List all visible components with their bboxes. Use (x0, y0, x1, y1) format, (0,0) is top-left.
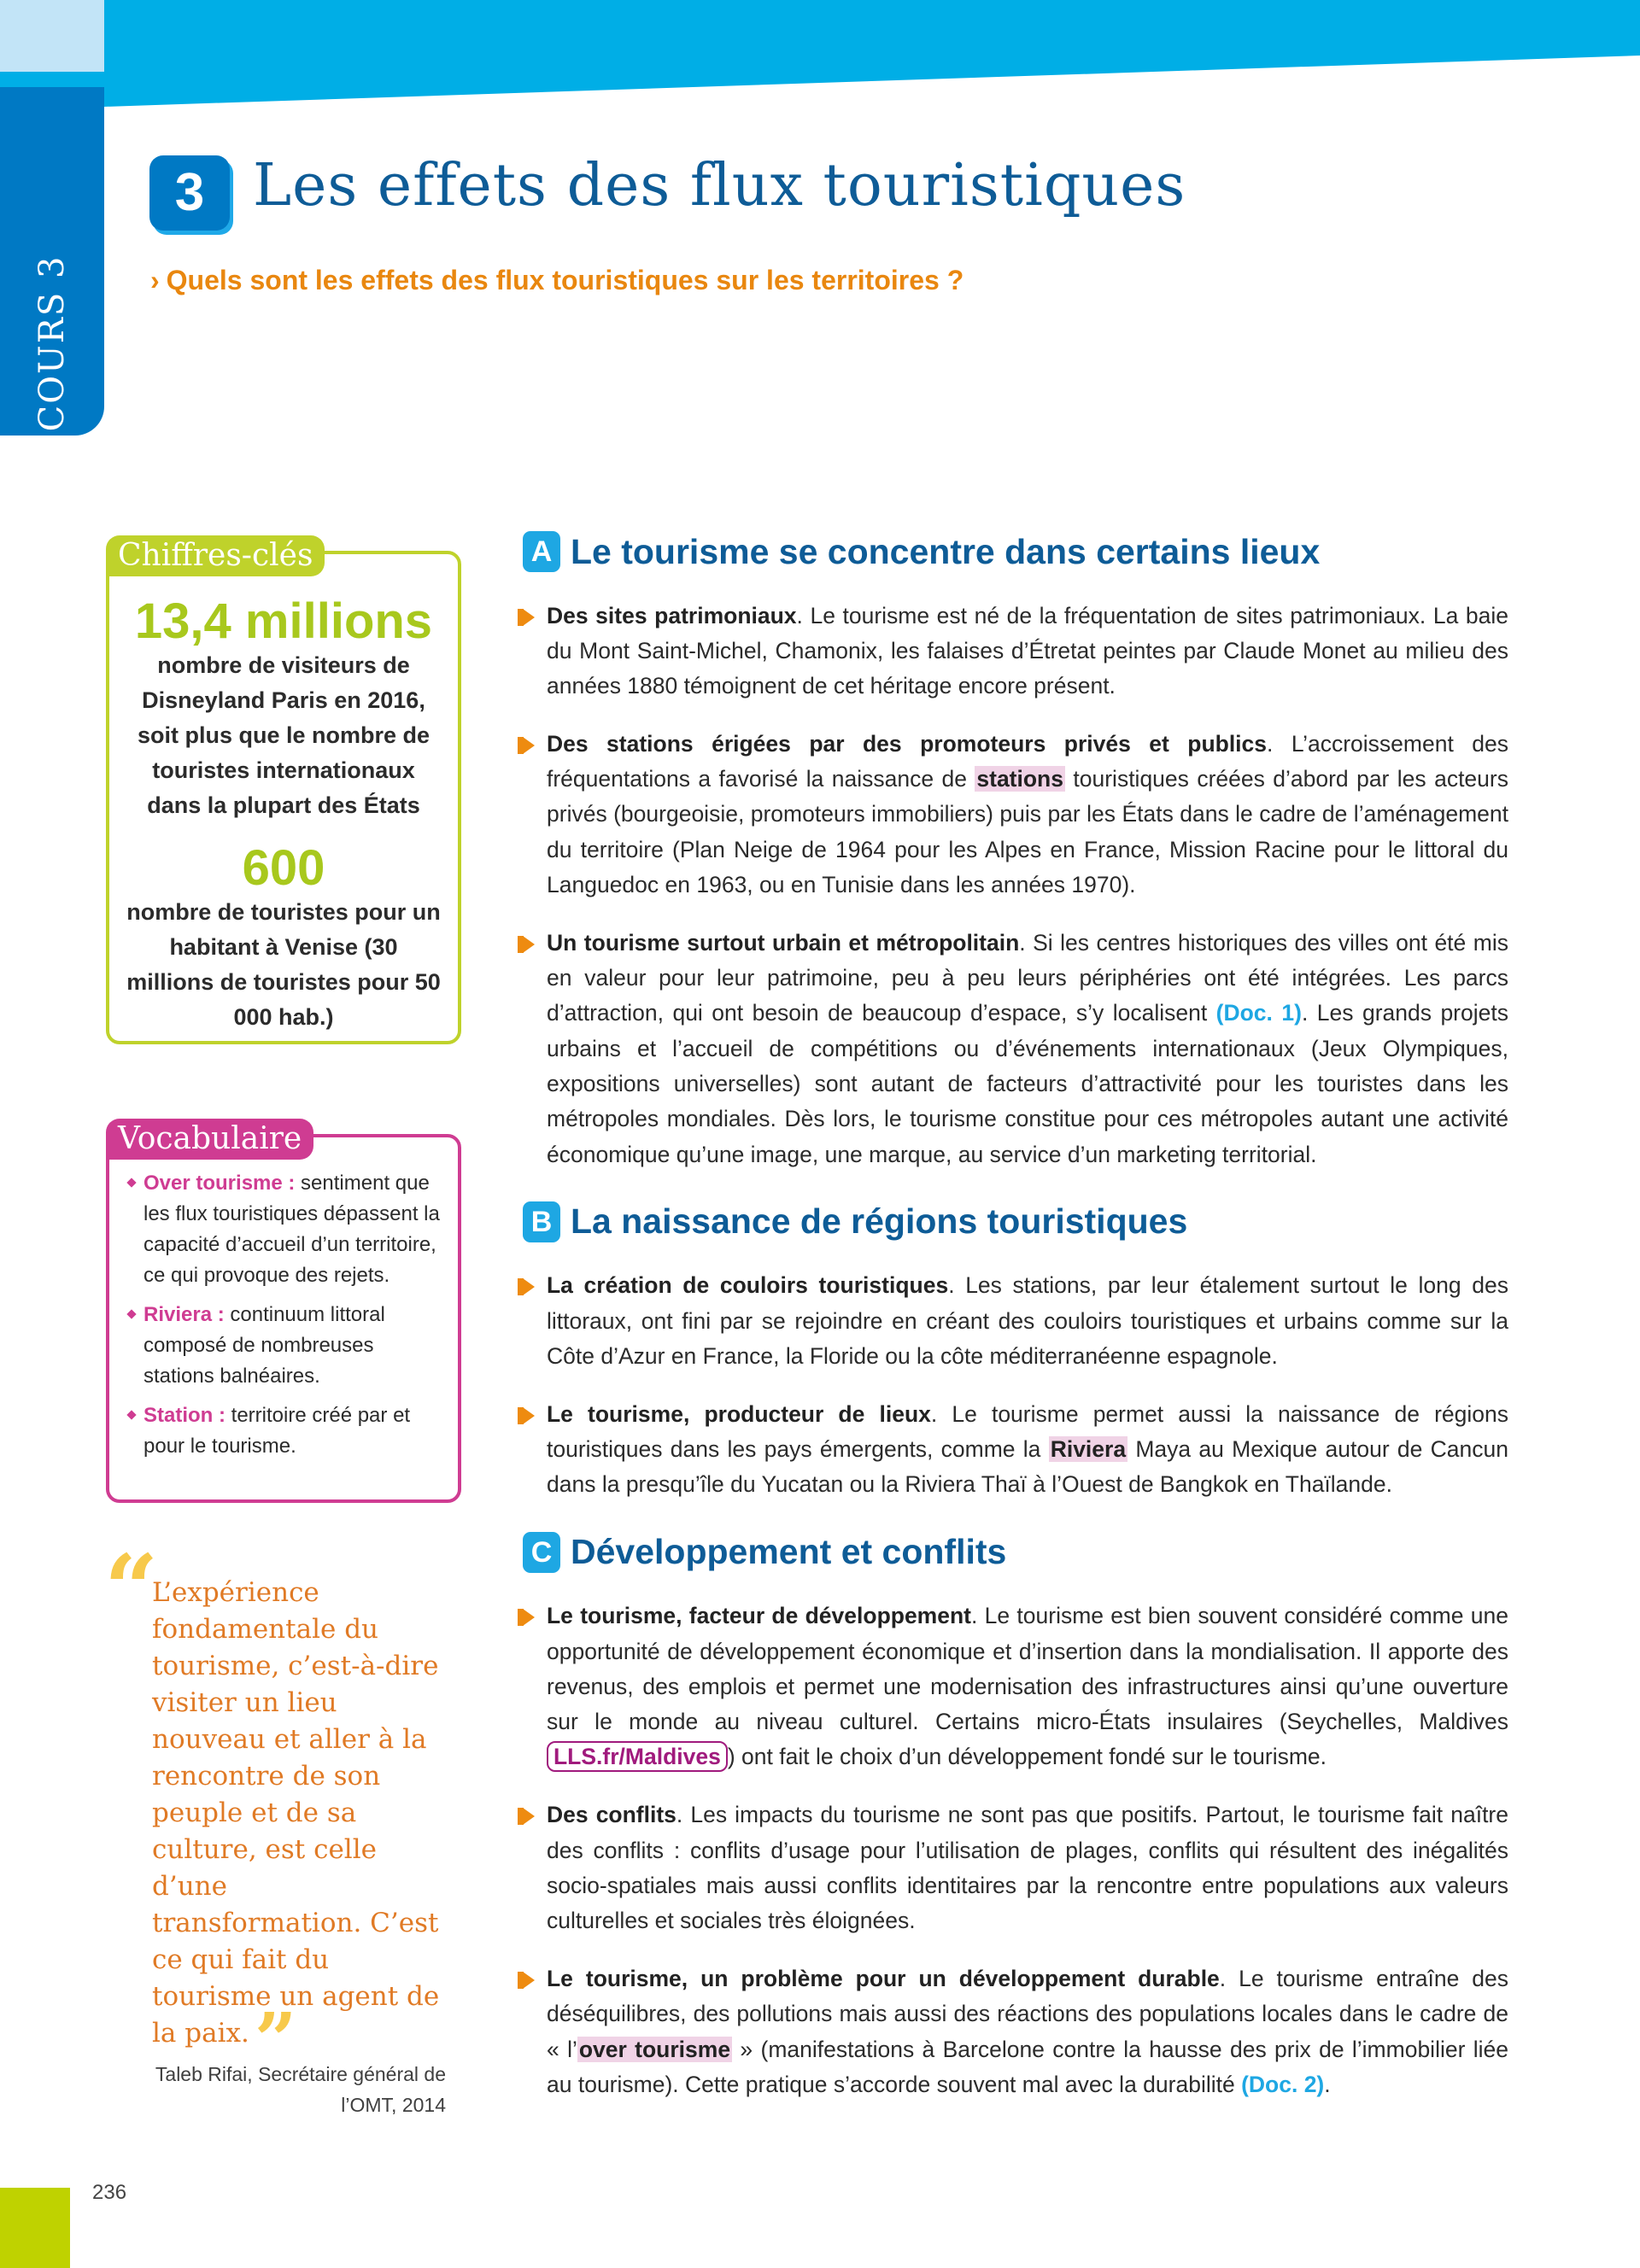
paragraph-text: » (manifestations à Barcelone contre la hausse des prix de l’immobilier liée au tourisme). Cette pratique s’accorde souvent mal avec la durabilité (547, 2036, 1508, 2097)
paragraph (523, 1797, 1508, 1938)
paragraph (523, 599, 1508, 704)
section-b (523, 1198, 1508, 1503)
section-title: Développement et conflits (571, 1532, 1007, 1572)
vocabulary-term: Over tourisme : (144, 1172, 296, 1195)
quote-text: L’expérience fondamentale du tourisme, c’est-à-dire visiter un lieu nouveau et aller à la rencontre de son peuple et de sa culture, est celle d’une transformation. C’est ce qui fait du tourisme un agent de la paix. (152, 1577, 440, 2049)
bullet-arrow-icon (523, 936, 535, 953)
vocabulary-highlight[interactable]: stations (976, 766, 1063, 792)
paragraph-text: . Le tourisme permet aussi la naissance de régions touristiques dans les pays émergents, comme la (547, 1400, 1508, 1463)
close-quote-icon: ” (254, 1997, 297, 2084)
paragraph-lead: Le tourisme, un problème pour un développement durable (547, 1965, 1220, 1991)
key-figures-box (106, 538, 461, 1044)
page-number: 236 (92, 2181, 127, 2204)
key-figure-value: 13,4 millions (134, 593, 433, 649)
key-figure (109, 842, 458, 1035)
open-quote-icon: “ (104, 1534, 159, 1644)
bullet-arrow-icon (523, 1407, 535, 1424)
vocabulary-term: Riviera : (144, 1303, 225, 1326)
paragraph-text: . Les stations, par leur étalement surtout le long des littoraux, ont fini par se rejoindre en créant des couloirs touristiques et urbains comme sur la Côte d’Azur en France, la Floride ou la côte méditerranéenne espagnole. (547, 1272, 1509, 1370)
external-link-maldives[interactable]: LLS.fr/Maldives (547, 1741, 728, 1772)
chevron-right-icon: › (150, 265, 160, 295)
paragraph-text: . Les impacts du tourisme ne sont pas que positifs. Partout, le tourisme fait naître des conflits : conflits d’usage pour l’utilisation de plages, conflits qui résultent des inégalités socio-spatiales mais aussi conflits identitaires par la rencontre entre populations aux valeurs culturelles et sociales très éloignées. (547, 1802, 1508, 1934)
bullet-arrow-icon (523, 609, 535, 626)
key-figure-description: nombre de touristes pour un habitant à Venise (30 millions de touristes pour 50 000 hab.) (126, 899, 441, 1030)
section-heading (523, 1198, 1508, 1246)
header-band (104, 0, 1640, 107)
bullet-arrow-icon (523, 1808, 535, 1825)
vocabulary-item (144, 1168, 441, 1291)
vocabulary-definition: sentiment que les flux touristiques dépassent la capacité d’accueil d’un territoire, ce qui provoque des rejets. (144, 1172, 440, 1287)
paragraph-text: touristiques créées d’abord par les acteurs privés (bourgeoisie, promoteurs immobiliers) puis par les États dans le cadre de l’aménagement du territoire (Plan Neige de 1964 pour les Alpes en France, Mission Racine pour le littoral du Languedoc en 1963, ou en Tunisie dans les années 1970). (547, 766, 1508, 898)
section-title: Le tourisme se concentre dans certains lieux (571, 531, 1321, 571)
paragraph-text: . L’accroissement des fréquentations a favorisé la naissance de (547, 730, 1508, 792)
paragraph (523, 1599, 1508, 1774)
vocabulary-definition: continuum littoral composé de nombreuses stations balnéaires. (144, 1303, 385, 1388)
paragraph-lead: Des sites patrimoniaux (547, 602, 797, 628)
bullet-arrow-icon (523, 1278, 535, 1295)
paragraph-text: . (1324, 2071, 1331, 2097)
section-letter-badge: A (523, 531, 560, 572)
footer-color-bar (0, 2188, 70, 2268)
vocabulary-item (144, 1400, 441, 1462)
vocabulary-term: Station : (144, 1404, 226, 1427)
section-c (523, 1529, 1508, 2102)
quote-body (152, 1575, 442, 2084)
section-title: La naissance de régions touristiques (571, 1201, 1188, 1242)
question-text: Quels sont les effets des flux touristiques sur les territoires ? (166, 265, 964, 295)
paragraph (523, 926, 1508, 1172)
doc-reference-link[interactable]: (Doc. 2) (1241, 2071, 1325, 2097)
paragraph-lead: Le tourisme, producteur de lieux (547, 1400, 931, 1427)
chapter-number-badge: 3 (149, 155, 230, 231)
header-corner-light (0, 0, 104, 72)
paragraph-text: . Le tourisme entraîne des déséquilibres, des pollutions mais aussi des réactions des populations locales dans le cadre de « l’ (547, 1965, 1508, 2062)
course-content (523, 528, 1508, 2128)
paragraph-text: . Le tourisme est bien souvent considéré comme une opportunité de développement économique et d’insertion dans la mondialisation. Il apporte des revenus, des emplois et permet une modernisation des infrastructures ainsi qu’une ouverture sur le monde au niveau culturel. Certains micro-États insulaires (Seychelles, Maldives (547, 1603, 1508, 1735)
paragraph-text: Maya au Mexique autour de Cancun dans la presqu’île du Yucatan ou la Riviera Thaï à l’Ouest de Bangkok en Thaïlande. (547, 1436, 1509, 1498)
paragraph-lead: Des conflits (547, 1802, 676, 1828)
paragraph (523, 1397, 1508, 1503)
vocabulary-list (109, 1137, 458, 1462)
bullet-arrow-icon (523, 1609, 535, 1626)
side-tab (0, 87, 104, 435)
side-tab-label: COURS 3 (32, 254, 72, 432)
paragraph (523, 727, 1508, 903)
key-figure-description: nombre de visiteurs de Disneyland Paris en 2016, soit plus que le nombre de touristes internationaux dans la plupart des États (137, 652, 430, 818)
paragraph-text: . Le tourisme est né de la fréquentation de sites patrimoniaux. La baie du Mont Saint-Michel, Chamonix, les falaises d’Étretat peintes par Claude Monet au milieu des années 1880 témoignent de cet héritage encore présent. (547, 602, 1508, 699)
vocabulary-box (106, 1121, 461, 1503)
paragraph-text: ) ont fait le choix d’un développement fondé sur le tourisme. (727, 1744, 1327, 1770)
bullet-arrow-icon (523, 1972, 535, 1989)
page-title: Les effets des flux touristiques (253, 152, 1186, 219)
section-a (523, 528, 1508, 1172)
paragraph (523, 1268, 1508, 1374)
key-figure-value: 600 (242, 840, 325, 896)
paragraph-text: . Si les centres historiques des villes ont été mis en valeur pour leur patrimoine, peu à peu leurs périphéries ont été intégrées. Les parcs d’attraction, qui ont besoin de beaucoup d’espace, s’y localisent (547, 929, 1508, 1026)
vocabulary-item (144, 1300, 441, 1392)
pull-quote (104, 1534, 463, 2120)
vocabulary-highlight[interactable]: over tourisme (578, 2036, 731, 2062)
paragraph-lead: Des stations érigées par des promoteurs privés et publics (547, 730, 1268, 757)
bullet-arrow-icon (523, 737, 535, 754)
vocabulary-definition: territoire créé par et pour le tourisme. (144, 1404, 411, 1458)
section-letter-badge: B (523, 1201, 560, 1242)
key-figures-tag: Chiffres-clés (106, 535, 325, 576)
paragraph-text: . Les grands projets urbains et l’accueil de compétitions ou d’événements internationaux (Jeux Olympiques, expositions universelles) sont autant de facteurs d’attractivité pour les touristes dans les métropoles mondiales. Dès lors, le tourisme constitue pour ces métropoles autant une activité économique qu’une image, une marque, au service d’un marketing territorial. (547, 1000, 1508, 1167)
section-heading (523, 1529, 1508, 1576)
header-corner-strip (0, 72, 104, 87)
guiding-question (150, 265, 964, 296)
paragraph-lead: Un tourisme surtout urbain et métropolitain (547, 929, 1020, 956)
key-figure (109, 595, 458, 823)
paragraph-lead: La création de couloirs touristiques (547, 1272, 949, 1299)
section-letter-badge: C (523, 1532, 560, 1573)
quote-author: Taleb Rifai, Secrétaire général de l’OMT, 2014 (155, 2063, 446, 2116)
vocabulary-tag: Vocabulaire (106, 1119, 313, 1160)
doc-reference-link[interactable]: (Doc. 1) (1215, 1000, 1302, 1026)
vocabulary-highlight[interactable]: Riviera (1050, 1436, 1127, 1463)
paragraph (523, 1961, 1508, 2102)
paragraph-lead: Le tourisme, facteur de développement (547, 1603, 971, 1629)
section-heading (523, 528, 1508, 576)
